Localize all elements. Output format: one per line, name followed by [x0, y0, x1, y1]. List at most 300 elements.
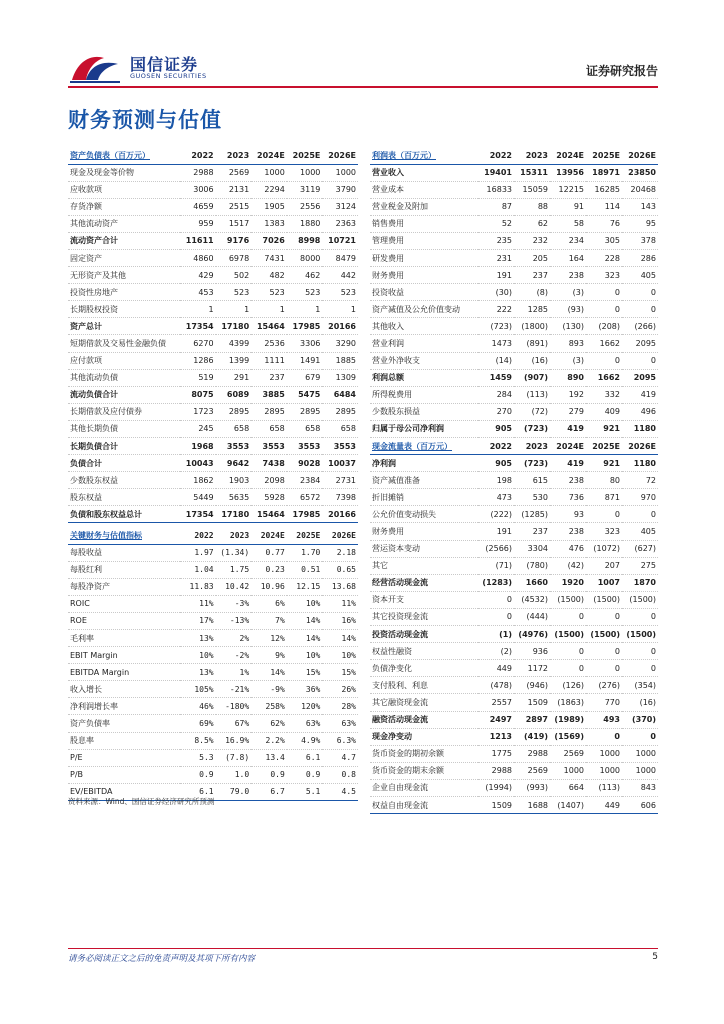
row-value: 17354: [180, 318, 216, 335]
row-label: P/B: [68, 766, 180, 783]
row-value: (419): [514, 728, 550, 745]
row-label: 每股红利: [68, 561, 180, 578]
row-value: 2098: [251, 472, 287, 489]
row-value: (1.34): [216, 544, 252, 561]
row-value: 1285: [514, 301, 550, 318]
row-value: 1968: [180, 438, 216, 455]
table-row: [370, 318, 658, 335]
row-value: 658: [216, 420, 252, 437]
year-header: 2026E: [322, 147, 358, 164]
row-value: (208): [586, 318, 622, 335]
row-value: 1213: [478, 728, 514, 745]
table-row: [68, 681, 358, 698]
row-value: 0: [622, 728, 658, 745]
row-value: 6484: [322, 386, 358, 403]
row-value: 2095: [622, 335, 658, 352]
row-value: (2566): [478, 540, 514, 557]
row-value: 419: [622, 386, 658, 403]
row-label: 其他流动资产: [68, 215, 180, 232]
row-label: 支付股利、利息: [370, 677, 478, 694]
row-value: 62%: [251, 715, 287, 732]
row-value: 9%: [251, 647, 287, 664]
table-row: [68, 438, 358, 455]
row-value: 1.97: [180, 544, 216, 561]
row-label: 负债合计: [68, 455, 180, 472]
table-row: [68, 301, 358, 318]
row-value: 1662: [586, 335, 622, 352]
row-value: 16833: [478, 181, 514, 198]
row-value: 893: [550, 335, 586, 352]
table-row: [68, 420, 358, 437]
row-value: (8): [514, 284, 550, 301]
row-value: 1000: [586, 762, 622, 779]
row-label: 营业成本: [370, 181, 478, 198]
row-value: 15464: [251, 318, 287, 335]
row-label: 资产负债率: [68, 715, 180, 732]
row-value: (1): [478, 626, 514, 643]
row-value: 419: [550, 455, 586, 472]
row-value: 1000: [586, 745, 622, 762]
table-row: [370, 267, 658, 284]
row-value: 11%: [322, 595, 358, 612]
row-value: (93): [550, 301, 586, 318]
row-value: 63%: [287, 715, 323, 732]
year-header: 2025E: [287, 147, 323, 164]
table-row: [68, 612, 358, 629]
row-label: EV/EBITDA: [68, 783, 180, 800]
row-value: 164: [550, 249, 586, 266]
row-value: 482: [251, 267, 287, 284]
table-row: [370, 181, 658, 198]
row-value: 405: [622, 523, 658, 540]
row-value: 12%: [251, 629, 287, 646]
row-value: 0.51: [287, 561, 323, 578]
row-value: 26%: [322, 681, 358, 698]
table-row: [370, 506, 658, 523]
row-value: 332: [586, 386, 622, 403]
row-label: 营运资本变动: [370, 540, 478, 557]
row-value: 91: [550, 198, 586, 215]
row-value: 0: [586, 728, 622, 745]
row-value: 3290: [322, 335, 358, 352]
table-title: 资产负债表（百万元）: [68, 147, 180, 164]
row-value: 275: [622, 557, 658, 574]
table-row: [370, 215, 658, 232]
row-value: 222: [478, 301, 514, 318]
row-value: 17354: [180, 506, 216, 523]
row-value: (1863): [550, 694, 586, 711]
row-value: 1: [251, 301, 287, 318]
table-row: [68, 249, 358, 266]
table-row: [370, 489, 658, 506]
row-value: 3119: [287, 181, 323, 198]
row-value: 476: [550, 540, 586, 557]
row-value: 19401: [478, 164, 514, 181]
row-label: 货币资金的期末余额: [370, 762, 478, 779]
year-header: 2022: [180, 527, 216, 544]
row-value: 2895: [287, 403, 323, 420]
row-value: 11.83: [180, 578, 216, 595]
row-value: 0.9: [251, 766, 287, 783]
row-value: 1.04: [180, 561, 216, 578]
row-value: 237: [251, 369, 287, 386]
row-label: 毛利率: [68, 629, 180, 646]
table-row: [68, 749, 358, 766]
row-value: 7398: [322, 489, 358, 506]
row-value: 496: [622, 403, 658, 420]
row-label: 财务费用: [370, 523, 478, 540]
row-label: 融资活动现金流: [370, 711, 478, 728]
row-label: 营业税金及附加: [370, 198, 478, 215]
row-value: 238: [550, 267, 586, 284]
row-value: 0: [586, 643, 622, 660]
row-value: 1%: [216, 664, 252, 681]
row-value: 1: [287, 301, 323, 318]
table-row: [370, 796, 658, 813]
row-value: 1286: [180, 352, 216, 369]
row-label: 负债和股东权益总计: [68, 506, 180, 523]
row-value: 5635: [216, 489, 252, 506]
row-label: 资产减值准备: [370, 472, 478, 489]
row-value: 1: [322, 301, 358, 318]
row-label: ROIC: [68, 595, 180, 612]
report-type-label: 证券研究报告: [585, 64, 658, 78]
table-row: [68, 647, 358, 664]
row-value: 6572: [287, 489, 323, 506]
row-label: 营业外净收支: [370, 352, 478, 369]
row-value: 4.5: [322, 783, 358, 800]
row-value: 502: [216, 267, 252, 284]
row-value: 15059: [514, 181, 550, 198]
row-value: (1500): [550, 591, 586, 608]
row-value: 18971: [586, 164, 622, 181]
row-label: 公允价值变动损失: [370, 506, 478, 523]
row-value: 462: [287, 267, 323, 284]
row-value: 79.0: [216, 783, 252, 800]
row-value: (3): [550, 284, 586, 301]
row-value: 378: [622, 232, 658, 249]
row-value: 1000: [322, 164, 358, 181]
table-row: [370, 574, 658, 591]
balance-sheet-table: [68, 147, 358, 523]
row-value: 3304: [514, 540, 550, 557]
row-value: 8000: [287, 249, 323, 266]
row-value: 0: [550, 608, 586, 625]
row-value: 2095: [622, 369, 658, 386]
row-value: 16285: [586, 181, 622, 198]
row-label: 经营活动现金流: [370, 574, 478, 591]
row-value: 449: [478, 660, 514, 677]
year-header: 2022: [180, 147, 216, 164]
row-value: 15%: [322, 664, 358, 681]
row-value: 3553: [322, 438, 358, 455]
row-label: 投资收益: [370, 284, 478, 301]
row-value: 0: [622, 660, 658, 677]
row-value: 405: [622, 267, 658, 284]
row-label: 资产减值及公允价值变动: [370, 301, 478, 318]
header-divider: [68, 86, 658, 88]
row-value: 2026E: [622, 438, 658, 455]
table-row: [370, 352, 658, 369]
row-label: 营业利润: [370, 335, 478, 352]
row-value: 615: [514, 472, 550, 489]
row-value: 3124: [322, 198, 358, 215]
row-value: 523: [251, 284, 287, 301]
row-value: 3006: [180, 181, 216, 198]
row-value: 20468: [622, 181, 658, 198]
row-label: 现金净变动: [370, 728, 478, 745]
table-row: [370, 728, 658, 745]
row-label: 少数股东权益: [68, 472, 180, 489]
row-value: 11%: [180, 595, 216, 612]
row-value: 921: [586, 455, 622, 472]
row-value: (222): [478, 506, 514, 523]
row-value: 10043: [180, 455, 216, 472]
row-label: 资产总计: [68, 318, 180, 335]
table-row: [68, 629, 358, 646]
row-value: 1905: [251, 198, 287, 215]
row-value: (113): [514, 386, 550, 403]
row-value: 0: [622, 301, 658, 318]
row-value: 890: [550, 369, 586, 386]
row-label: 研发费用: [370, 249, 478, 266]
row-value: 10%: [180, 647, 216, 664]
table-row: [370, 762, 658, 779]
row-value: 2895: [216, 403, 252, 420]
row-value: 1383: [251, 215, 287, 232]
row-value: (1500): [622, 626, 658, 643]
row-value: (16): [622, 694, 658, 711]
row-value: 1309: [322, 369, 358, 386]
row-value: 4860: [180, 249, 216, 266]
row-label: ROE: [68, 612, 180, 629]
row-label: 固定资产: [68, 249, 180, 266]
table-row: [370, 591, 658, 608]
row-label: 归属于母公司净利润: [370, 420, 478, 437]
row-value: 279: [550, 403, 586, 420]
row-value: 7026: [251, 232, 287, 249]
row-value: 658: [251, 420, 287, 437]
row-value: 58: [550, 215, 586, 232]
row-value: 2515: [216, 198, 252, 215]
row-value: (1800): [514, 318, 550, 335]
row-value: 20166: [322, 506, 358, 523]
row-value: 0: [550, 660, 586, 677]
row-value: 530: [514, 489, 550, 506]
row-value: 664: [550, 779, 586, 796]
row-value: 205: [514, 249, 550, 266]
row-value: (2): [478, 643, 514, 660]
table-row: [370, 455, 658, 472]
table-row: [370, 643, 658, 660]
table-row: [68, 215, 358, 232]
row-value: 323: [586, 523, 622, 540]
row-value: 8.5%: [180, 732, 216, 749]
row-value: 258%: [251, 698, 287, 715]
row-value: 235: [478, 232, 514, 249]
row-value: 5475: [287, 386, 323, 403]
row-value: 12.15: [287, 578, 323, 595]
row-value: (1569): [550, 728, 586, 745]
row-value: 13%: [180, 629, 216, 646]
row-value: (627): [622, 540, 658, 557]
row-value: 0: [478, 608, 514, 625]
row-value: 7%: [251, 612, 287, 629]
row-value: 1491: [287, 352, 323, 369]
row-value: 4659: [180, 198, 216, 215]
table-row: [370, 301, 658, 318]
row-value: 234: [550, 232, 586, 249]
row-value: (1283): [478, 574, 514, 591]
table-row: [68, 578, 358, 595]
row-value: (4532): [514, 591, 550, 608]
row-value: (1989): [550, 711, 586, 728]
row-value: (946): [514, 677, 550, 694]
row-value: 606: [622, 796, 658, 813]
table-row: [370, 677, 658, 694]
row-value: 46%: [180, 698, 216, 715]
row-value: 905: [478, 455, 514, 472]
row-value: 198: [478, 472, 514, 489]
row-value: 2.2%: [251, 732, 287, 749]
row-value: 14%: [287, 612, 323, 629]
table-row: [68, 284, 358, 301]
row-value: 1172: [514, 660, 550, 677]
row-value: 88: [514, 198, 550, 215]
table-row: [68, 489, 358, 506]
row-value: 323: [586, 267, 622, 284]
table-row: [68, 664, 358, 681]
row-value: (1994): [478, 779, 514, 796]
row-value: (113): [586, 779, 622, 796]
table-row: [68, 369, 358, 386]
row-value: 0: [478, 591, 514, 608]
row-label: 短期借款及交易性金融负债: [68, 335, 180, 352]
row-label: 其它融资现金流: [370, 694, 478, 711]
table-row: [370, 420, 658, 437]
row-value: 12215: [550, 181, 586, 198]
table-row: [68, 698, 358, 715]
row-value: (4976): [514, 626, 550, 643]
row-value: 63%: [322, 715, 358, 732]
row-value: 1880: [287, 215, 323, 232]
row-value: 959: [180, 215, 216, 232]
row-value: 970: [622, 489, 658, 506]
footer-disclaimer[interactable]: 请务必阅读正文之后的免责声明及其项下所有内容: [68, 954, 256, 964]
row-value: 6978: [216, 249, 252, 266]
row-value: 4.9%: [287, 732, 323, 749]
row-value: 1000: [622, 745, 658, 762]
row-value: 238: [550, 472, 586, 489]
table-row: [370, 711, 658, 728]
year-header: 2026E: [322, 527, 358, 544]
row-value: 1000: [251, 164, 287, 181]
row-value: 1885: [322, 352, 358, 369]
row-value: 1660: [514, 574, 550, 591]
row-value: 2384: [287, 472, 323, 489]
row-value: 1.70: [287, 544, 323, 561]
table-header-row: [68, 527, 358, 544]
row-value: 95: [622, 215, 658, 232]
row-value: (993): [514, 779, 550, 796]
row-value: (7.8): [216, 749, 252, 766]
table-row: [68, 715, 358, 732]
row-value: 1903: [216, 472, 252, 489]
row-value: 9642: [216, 455, 252, 472]
row-value: 3885: [251, 386, 287, 403]
row-value: 658: [322, 420, 358, 437]
row-label: 股东权益: [68, 489, 180, 506]
row-value: 5449: [180, 489, 216, 506]
row-value: -2%: [216, 647, 252, 664]
row-label: 财务费用: [370, 267, 478, 284]
table-row: [370, 386, 658, 403]
row-value: (30): [478, 284, 514, 301]
row-label: 销售费用: [370, 215, 478, 232]
table-row: [370, 198, 658, 215]
table-row: [370, 284, 658, 301]
year-header: 2022: [478, 147, 514, 164]
row-value: 10%: [322, 647, 358, 664]
row-value: 270: [478, 403, 514, 420]
table-row: [370, 745, 658, 762]
row-value: 1007: [586, 574, 622, 591]
row-value: 0.77: [251, 544, 287, 561]
row-value: 1862: [180, 472, 216, 489]
row-value: 493: [586, 711, 622, 728]
row-value: 2497: [478, 711, 514, 728]
row-value: (780): [514, 557, 550, 574]
row-value: 0.65: [322, 561, 358, 578]
row-value: (723): [514, 455, 550, 472]
row-value: 0.9: [180, 766, 216, 783]
row-value: 14%: [322, 629, 358, 646]
row-value: 3553: [287, 438, 323, 455]
row-value: 2023: [514, 438, 550, 455]
row-value: 10%: [287, 647, 323, 664]
row-value: 679: [287, 369, 323, 386]
row-value: 6.1: [287, 749, 323, 766]
row-label: 折旧摊销: [370, 489, 478, 506]
row-label: 长期股权投资: [68, 301, 180, 318]
row-value: 2294: [251, 181, 287, 198]
row-value: 519: [180, 369, 216, 386]
table-row: [68, 318, 358, 335]
table-row: [68, 595, 358, 612]
row-value: (42): [550, 557, 586, 574]
table-row: [370, 523, 658, 540]
row-value: 0: [622, 506, 658, 523]
row-value: 1: [216, 301, 252, 318]
row-value: (126): [550, 677, 586, 694]
page-number: 5: [652, 952, 658, 962]
table-title: 关键财务与估值指标: [68, 527, 180, 544]
row-value: 523: [216, 284, 252, 301]
row-value: 28%: [322, 698, 358, 715]
row-value: 871: [586, 489, 622, 506]
row-value: 3553: [216, 438, 252, 455]
table-row: [68, 164, 358, 181]
row-value: 17180: [216, 318, 252, 335]
row-value: 1662: [586, 369, 622, 386]
row-value: (354): [622, 677, 658, 694]
row-value: 52: [478, 215, 514, 232]
row-value: 429: [180, 267, 216, 284]
table-row: [68, 766, 358, 783]
row-label: 资本开支: [370, 591, 478, 608]
row-value: 1: [180, 301, 216, 318]
row-label: 存货净额: [68, 198, 180, 215]
